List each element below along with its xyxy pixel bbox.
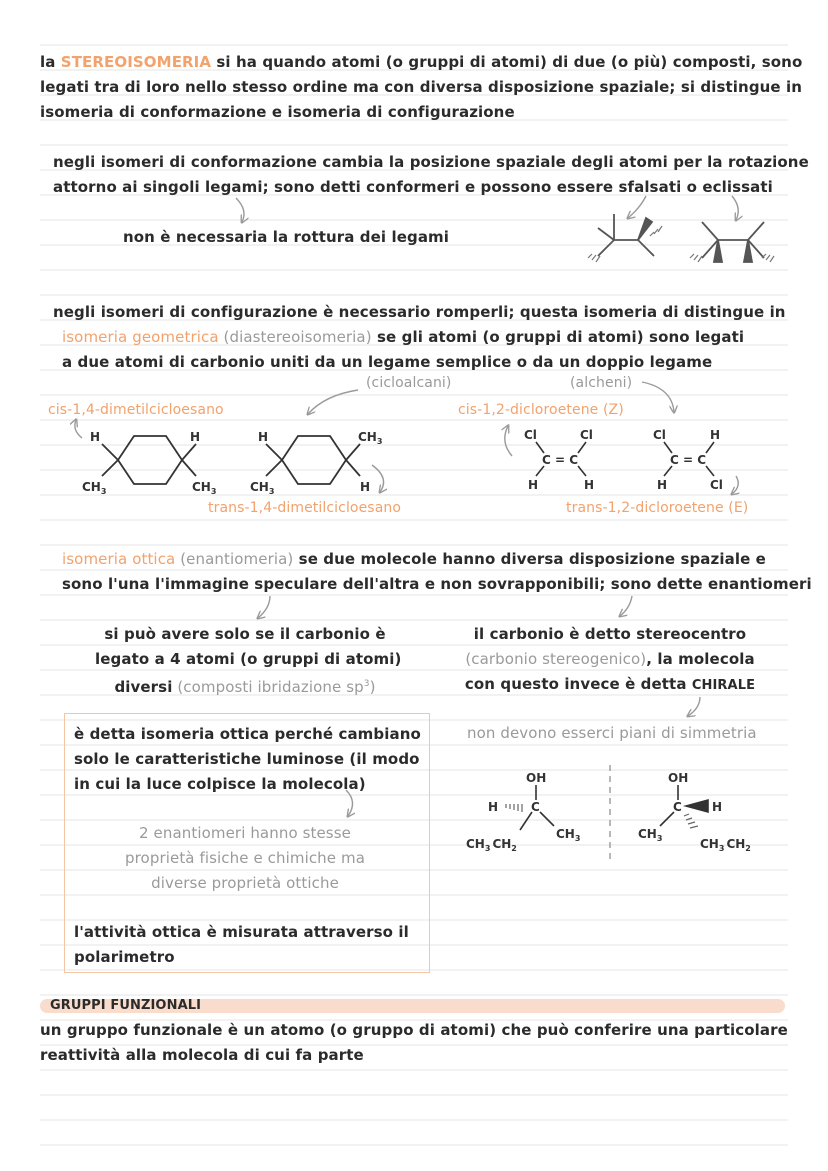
sp3-superscript: 3 <box>363 679 370 689</box>
cis-alkene-double-bond: C = C <box>542 453 579 467</box>
functional-groups-heading: GRUPPI FUNZIONALI <box>50 998 202 1013</box>
optical-line-2: sono l'una l'immagine speculare dell'altra e non sovrapponibili; sono dette enantiomeri <box>62 575 812 593</box>
cis-alkene-h-left: H <box>528 478 539 492</box>
box-line-2: solo le caratteristiche luminose (il modo <box>74 750 420 768</box>
symmetry-note: non devono esserci piani di simmetria <box>467 724 757 742</box>
conformation-note: non è necessaria la rottura dei legami <box>123 228 450 246</box>
trans-cyclohexane-structure <box>266 436 360 484</box>
sub-3: 3 <box>100 487 107 496</box>
cis-cyclohexane-structure <box>102 436 196 484</box>
diversi-word: diversi <box>114 678 173 696</box>
intro-line-2: legati tra di loro nello stesso ordine ma con diversa disposizione spaziale; si distingue in <box>40 78 803 96</box>
stereogenic-carbon-note: (carbonio stereogenico) <box>465 650 647 668</box>
enantiomer-left-oh: OH <box>526 771 547 785</box>
functional-line-2: reattività alla molecola di cui fa parte <box>40 1046 364 1064</box>
box-line-3: in cui la luce colpisce la molecola) <box>74 775 366 793</box>
arrow-chirale <box>688 697 700 716</box>
stereoisomeria-term: STEREOISOMERIA <box>60 53 212 71</box>
cis-alkene-cl-right: Cl <box>580 428 593 442</box>
enantiomer-left-h: H <box>488 800 499 814</box>
trans-cyclo-ch3-left <box>250 480 274 496</box>
arrow-eclipsed <box>732 196 738 220</box>
trans-cyclo-ch3-right <box>358 430 382 446</box>
sub-3: 3 <box>718 844 725 853</box>
box-activity-line-1: l'attività ottica è misurata attraverso il <box>74 923 409 941</box>
arrow-left-branch <box>258 596 270 618</box>
enantiomer-left-c: C <box>531 800 540 814</box>
enantiomer-right-oh: OH <box>668 771 689 785</box>
sub-3: 3 <box>210 487 217 496</box>
enantiomer-right-c: C <box>673 800 682 814</box>
cis-cyclo-h-right: H <box>190 430 201 444</box>
trans-cyclohexane-name: trans-1,4-dimetilcicloesano <box>208 500 402 516</box>
cis-alkene-name: cis-1,2-dicloroetene (Z) <box>458 402 624 418</box>
box-gray-line-3: diverse proprietà ottiche <box>151 874 339 892</box>
arrow-trans-cyclo <box>372 465 384 492</box>
trans-alkene-name: trans-1,2-dicloroetene (E) <box>566 500 749 516</box>
conformation-line-2: attorno ai singoli legami; sono detti conformeri e possono essere sfalsati o eclissati <box>53 178 773 196</box>
ch-text: CH <box>556 827 575 841</box>
ch-text: CH <box>726 837 746 851</box>
trans-alkene-h-left: H <box>657 478 668 492</box>
trans-alkene-cl-right: Cl <box>710 478 723 492</box>
sub-3: 3 <box>376 437 383 446</box>
trans-alkene-h-right: H <box>710 428 721 442</box>
cis-alkene-cl-left: Cl <box>524 428 537 442</box>
cis-cyclo-ch3-right <box>192 480 216 496</box>
cycloalkanes-label: (cicloalcani) <box>366 375 452 391</box>
sub-3: 3 <box>484 844 491 853</box>
intro-line-1-rest: si ha quando atomi (o gruppi di atomi) di due (o più) composti, sono <box>211 53 803 71</box>
trans-alkene-double-bond: C = C <box>670 453 707 467</box>
cis-cyclo-h-left: H <box>90 430 101 444</box>
alkenes-label: (alcheni) <box>570 375 633 391</box>
enantiomer-right <box>660 785 708 828</box>
ch-text: CH <box>82 480 101 494</box>
optical-isomerism-term: isomeria ottica <box>62 550 176 568</box>
sub-2: 2 <box>511 844 517 853</box>
ch-text: CH <box>466 837 485 851</box>
intro-lead: la <box>40 53 61 71</box>
arrow-trans-alkene <box>732 476 738 494</box>
optical-right-line-3-text: con questo invece è detta <box>464 675 692 693</box>
functional-line-1: un gruppo funzionale è un atomo (o gruppo di atomi) che può conferire una particolare <box>40 1021 788 1039</box>
cis-alkene-h-right: H <box>584 478 595 492</box>
box-activity-line-2: polarimetro <box>74 948 175 966</box>
hybridization-close: ) <box>369 678 376 696</box>
ch-text: CH <box>358 430 377 444</box>
arrow-cis-cyclo <box>75 420 82 438</box>
staggered-conformer <box>588 214 662 262</box>
arrow-box <box>346 790 353 816</box>
diastereoisomerism-note: (diastereoisomeria) <box>218 328 372 346</box>
arrow-conformation-note <box>236 198 244 222</box>
arrow-alkenes <box>642 382 674 412</box>
ch-text: CH <box>492 837 512 851</box>
trans-cyclo-h-right: H <box>360 480 371 494</box>
configuration-line-3: a due atomi di carbonio uniti da un legame semplice o da un doppio legame <box>62 353 713 371</box>
box-gray-line-2: proprietà fisiche e chimiche ma <box>125 849 365 867</box>
sub-3: 3 <box>574 834 581 843</box>
enantiomer-right-ch3 <box>638 827 662 843</box>
arrow-cis-alkene <box>505 426 512 456</box>
optical-left-line-1: si può avere solo se il carbonio è <box>104 625 386 643</box>
trans-alkene-cl-left: Cl <box>653 428 666 442</box>
trans-cyclo-h-left: H <box>258 430 269 444</box>
enantiomer-right-ethyl <box>700 837 751 853</box>
ch-text: CH <box>192 480 211 494</box>
arrow-staggered <box>628 196 646 218</box>
optical-right-line-2-rest: , la molecola <box>646 650 755 668</box>
optical-line-1-rest: se due molecole hanno diversa disposizione spaziale e <box>293 550 766 568</box>
chirale-term: CHIRALE <box>691 678 756 693</box>
optical-left-line-2: legato a 4 atomi (o gruppi di atomi) <box>95 650 402 668</box>
sub-3: 3 <box>268 487 275 496</box>
enantiomeria-note: (enantiomeria) <box>175 550 294 568</box>
enantiomer-left <box>506 785 554 830</box>
cis-cyclo-ch3-left <box>82 480 106 496</box>
box-line-1: è detta isomeria ottica perché cambiano <box>74 725 421 743</box>
configuration-line-2-rest: se gli atomi (o gruppi di atomi) sono legati <box>371 328 745 346</box>
intro-line-3: isomeria di conformazione e isomeria di configurazione <box>40 103 515 121</box>
configuration-line-1: negli isomeri di configurazione è necessario romperli; questa isomeria di distingue in <box>53 303 786 321</box>
eclipsed-conformer <box>690 222 774 262</box>
box-gray-line-1: 2 enantiomeri hanno stesse <box>139 824 351 842</box>
arrow-right-branch <box>620 596 632 616</box>
hybridization-text: (composti ibridazione sp <box>172 678 364 696</box>
conformation-line-1: negli isomeri di conformazione cambia la posizione spaziale degli atomi per la rotazione <box>53 153 809 171</box>
enantiomer-left-ch3 <box>556 827 580 843</box>
enantiomer-right-h: H <box>712 800 723 814</box>
enantiomer-left-ethyl <box>466 837 517 853</box>
ch-text: CH <box>638 827 657 841</box>
geometric-isomerism-term: isomeria geometrica <box>62 328 219 346</box>
cis-cyclohexane-name: cis-1,4-dimetilcicloesano <box>48 402 224 418</box>
optical-right-line-1: il carbonio è detto stereocentro <box>473 625 747 643</box>
sub-2: 2 <box>745 844 751 853</box>
arrows <box>75 196 738 816</box>
sub-3: 3 <box>656 834 663 843</box>
ch-text: CH <box>700 837 719 851</box>
arrow-cycloalkanes <box>308 390 358 414</box>
ch-text: CH <box>250 480 269 494</box>
